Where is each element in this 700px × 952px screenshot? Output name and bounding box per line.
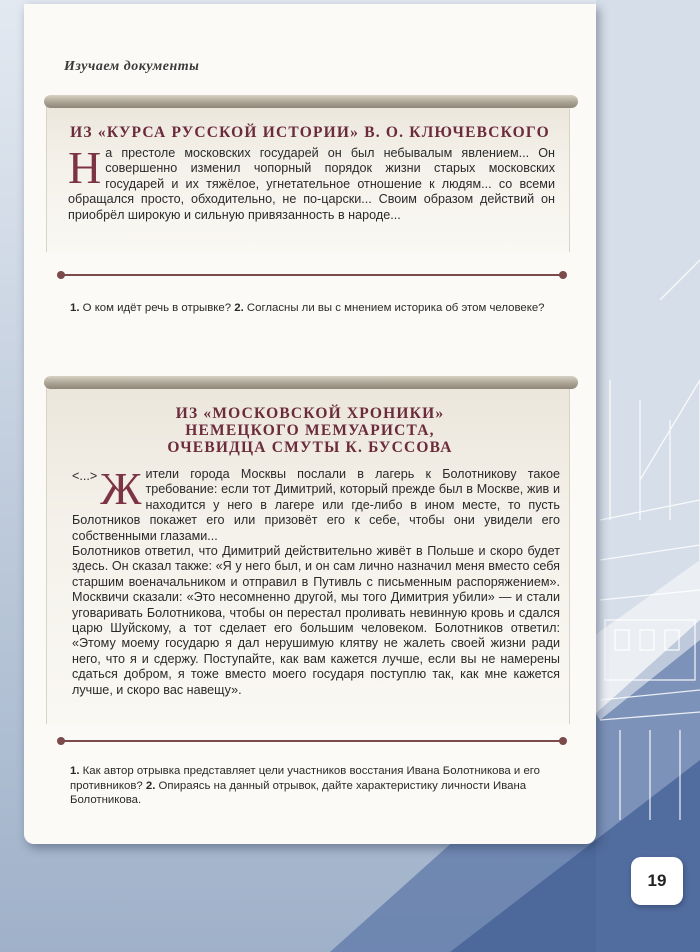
page-number: 19 <box>631 857 683 905</box>
document-1-text <box>68 142 555 223</box>
question-number: 1. <box>70 765 80 777</box>
document-2-dropcap: Ж <box>100 463 142 514</box>
question-number: 2. <box>145 779 156 792</box>
question-text: Опираясь на данный отрывок, дайте характеристику личности Ивана Болотникова. <box>70 779 527 806</box>
document-2-scroll-rod <box>44 376 578 389</box>
textbook-page <box>24 4 596 844</box>
document-2-heading-line: ОЧЕВИДЦА СМУТЫ К. БУССОВА <box>167 439 453 456</box>
question-text: О ком идёт речь в отрывке? <box>79 302 235 314</box>
document-2-paragraph-1: ители города Москвы послали в лагерь к Болотникову такое требование: если тот Димитрий, который прежде был в Москве, жив и находится у него в лагере или где-либо в ином месте, то пусть Болотников покажет его или призовёт его к себе, чтобы они увидели его собственными глазами... <box>72 467 560 543</box>
document-2-ellipsis: <...> <box>72 469 98 483</box>
document-2-heading-line: НЕМЕЦКОГО МЕМУАРИСТА, <box>185 422 435 439</box>
question-text: Как автор отрывка представляет цели участников восстания Ивана Болотникова и его противников? <box>70 765 541 792</box>
document-2-paragraph-2: Болотников ответил, что Димитрий действительно живёт в Польше и скоро будет здесь. Он сказал также: «Я у него был, и он сам лично назначил меня вместо себя старшим военачальником и отправил в Путивль с письменным распоряжением». Москвичи сказали: «Это несомненно другой, мы того Димитрия убили» — и стали уговаривать Болотникова, чтобы он перестал проливать невинную кровь и сдался царю Шуйскому, а тот сделает его большим человеком. Болотников ответил: «Этому моему государю я дал нерушимую клятву не жалеть своей жизни ради него, что я и сдержу. Поступайте, как вам кажется лучше, если вы не намерены сдаться добром, я тоже вместо моего государя поступлю так, как мне кажется лучше, и скоро вас навещу». <box>72 544 560 697</box>
question-number: 1. <box>70 302 80 314</box>
document-2-heading-line: ИЗ «МОСКОВСКОЙ ХРОНИКИ» <box>175 405 445 422</box>
question-text: Согласны ли вы с мнением историка об этом человеке? <box>243 302 545 314</box>
document-2-heading <box>50 405 570 456</box>
question-number: 2. <box>234 302 244 314</box>
divider-1 <box>60 274 564 276</box>
questions-2 <box>70 764 562 808</box>
document-1-heading: ИЗ «КУРСА РУССКОЙ ИСТОРИИ» В. О. КЛЮЧЕВСКОГО <box>70 124 550 141</box>
document-2-text <box>72 463 560 698</box>
document-1-dropcap: Н <box>68 142 102 193</box>
questions-1 <box>70 301 560 316</box>
divider-2 <box>60 740 564 742</box>
document-1-scroll-rod <box>44 95 578 108</box>
section-title: Изучаем документы <box>64 59 200 74</box>
document-1-body: а престоле московских государей он был небывалым явлением... Он совершенно изменил чопорный порядок жизни старых московских государей и их тяжёлое, угнетательное отношение к людям... со всеми обращался просто, обходительно, не по-царски... Своим образом действий он приобрёл широкую и сильную привязанность в народе... <box>68 146 555 222</box>
